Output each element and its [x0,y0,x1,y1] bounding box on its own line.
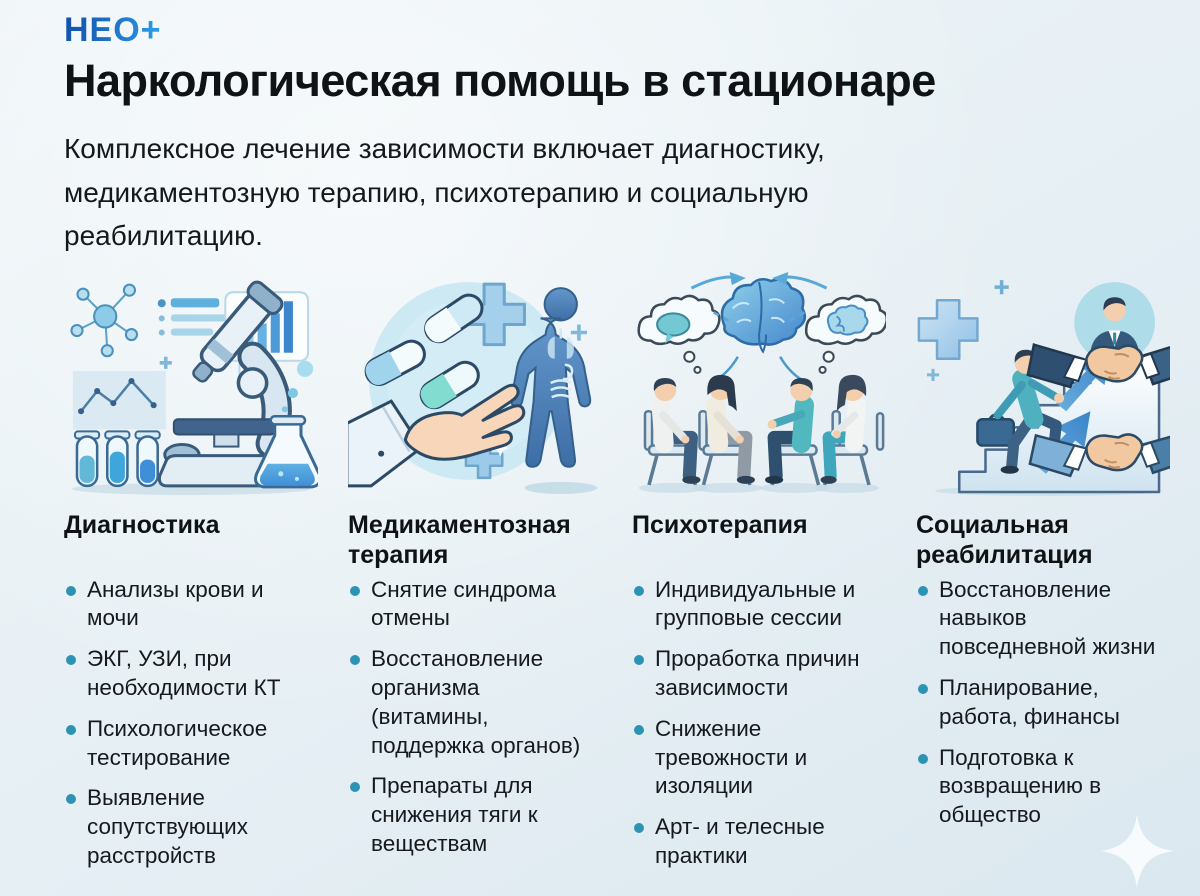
column-social-rehab [916,272,1170,883]
list-item: Проработка причин зависимости [632,645,886,703]
list-item: Препараты для снижения тяги к веществам [348,772,602,858]
columns-section [64,272,1156,883]
list-item: Снятие синдрома отмены [348,576,602,634]
microscope-lab-icon [64,272,318,496]
career-stairs-handshake-illustration [916,272,1170,496]
neo-plus-logo: НЕО+ [64,11,162,49]
page-title: Наркологическая помощь в стационаре [64,55,936,107]
stairs-handshake-icon [916,272,1170,496]
hand-pills-body-icon [348,272,602,496]
list-item: Психологическое тестирование [64,715,318,773]
group-therapy-brain-illustration [632,272,886,496]
four-point-star-icon [1100,814,1174,888]
list-item: Выявление сопутствующих расстройств [64,784,318,870]
psychotherapy-list [632,576,886,871]
column-title-medication: Медикаментозная терапия [348,510,571,570]
column-title-social-rehab: Социальная реабилитация [916,510,1093,570]
group-therapy-icon [632,272,886,496]
diagnostics-list [64,576,318,871]
list-item: Снижение тревожности и изоляции [632,715,886,801]
list-item: Анализы крови и мочи [64,576,318,634]
list-item: Индивидуальные и групповые сессии [632,576,886,634]
list-item: Восстановление организма (витамины, поддержка органов) [348,645,602,760]
column-psychotherapy [632,272,886,883]
column-medication [348,272,602,883]
column-diagnostics [64,272,318,883]
social-rehab-list [916,576,1170,830]
column-title-psychotherapy: Психотерапия [632,510,808,539]
list-item: Восстановление навыков повседневной жизни [916,576,1170,662]
column-title-diagnostics: Диагностика [64,510,220,539]
list-item: Арт- и телесные практики [632,813,886,871]
hand-pills-body-illustration [348,272,602,496]
list-item: ЭКГ, УЗИ, при необходимости КТ [64,645,318,703]
list-item: Подготовка к возвращению в общество [916,744,1170,830]
medication-list [348,576,602,859]
list-item: Планирование, работа, финансы [916,674,1170,732]
page-subtitle: Комплексное лечение зависимости включает диагностику, медикаментозную терапию, психотерапию и социальную реабилитацию. [64,133,825,252]
lab-diagnostics-illustration [64,272,318,496]
